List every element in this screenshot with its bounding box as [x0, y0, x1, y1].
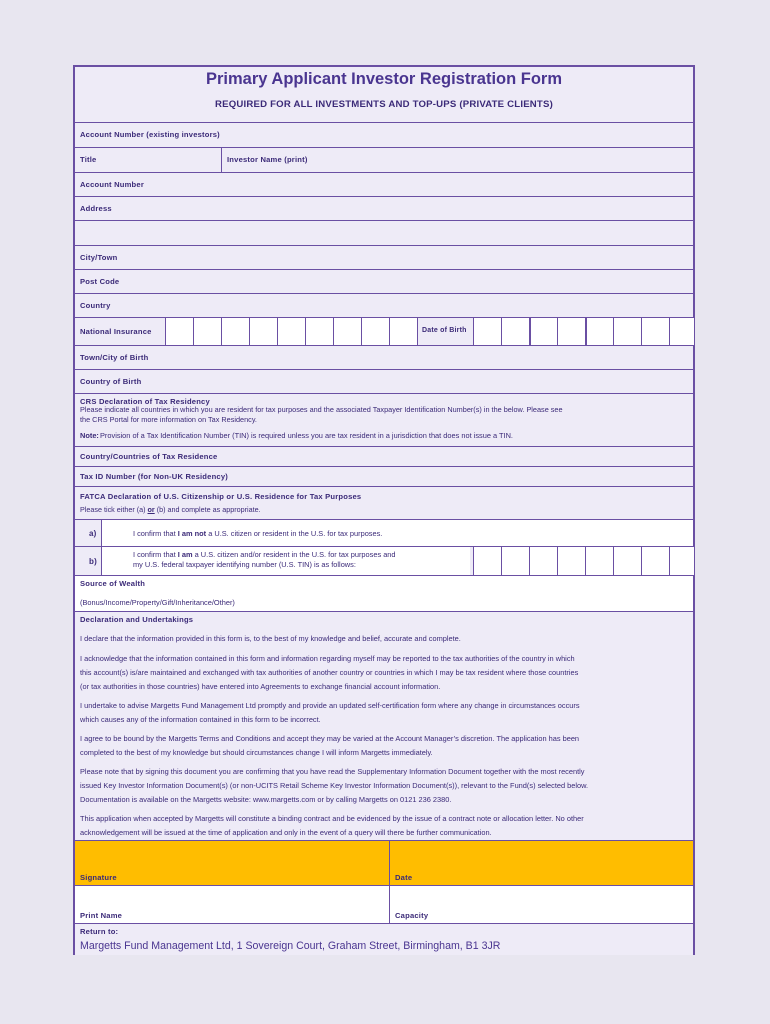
source-of-wealth-hint: (Bonus/Income/Property/Gift/Inheritance/Other) — [80, 598, 235, 607]
address-label: Address — [80, 204, 112, 213]
fatca-b-line2: my U.S. federal taxpayer identifying number (U.S. TIN) is as follows: — [133, 560, 356, 569]
dob-box[interactable] — [669, 318, 694, 345]
title-label: Title — [80, 155, 97, 164]
national-insurance-label: National Insurance — [80, 327, 152, 336]
city-town-label: City/Town — [80, 253, 118, 262]
source-of-wealth-label: Source of Wealth — [80, 579, 146, 588]
fatca-heading: FATCA Declaration of U.S. Citizenship or U.S. Residence for Tax Purposes — [80, 492, 362, 501]
fatca-b-text-cell — [128, 547, 470, 575]
declaration-p3-line1: I undertake to advise Margetts Fund Management Ltd promptly and provide an updated self-certification form where any change in circumstances occurs — [80, 701, 580, 710]
crs-note-text: Provision of a Tax Identification Number (TIN) is required unless you are tax resident in a jurisdiction that does not issue a TIN. — [100, 431, 513, 440]
form-header — [75, 67, 693, 123]
tax-id-field[interactable] — [75, 467, 693, 487]
country-label: Country — [80, 301, 111, 310]
fatca-a-text — [133, 527, 382, 541]
crs-text-line1: Please indicate all countries in which you are resident for tax purposes and the associated Taxpayer Identification Number(s) in the below. Please see — [80, 405, 563, 414]
return-to-section — [75, 924, 693, 955]
us-tin-box[interactable] — [585, 547, 614, 575]
tax-residence-field[interactable] — [75, 447, 693, 467]
ni-box[interactable] — [333, 318, 362, 345]
fatca-b-bold: I am — [177, 550, 193, 559]
crs-section — [75, 394, 693, 447]
declaration-section — [75, 612, 693, 841]
dob-box[interactable] — [641, 318, 670, 345]
print-name-capacity-row — [75, 886, 693, 924]
divider — [221, 148, 222, 172]
us-tin-box[interactable] — [641, 547, 670, 575]
declaration-p6-line1: This application when accepted by Margetts will constitute a binding contract and be evidenced by the issue of a contract note or allocation letter. No other — [80, 814, 584, 823]
post-code-label: Post Code — [80, 277, 120, 286]
tax-residence-label: Country/Countries of Tax Residence — [80, 452, 218, 461]
address-field[interactable] — [75, 197, 693, 221]
dob-box[interactable] — [613, 318, 642, 345]
declaration-p5-line3: Documentation is available on the Margetts website: www.margetts.com or by calling Margetts on 0121 236 2380. — [80, 795, 452, 804]
print-name-field[interactable] — [75, 886, 389, 923]
ni-box[interactable] — [193, 318, 222, 345]
crs-heading: CRS Declaration of Tax Residency — [80, 397, 210, 406]
fatca-a-text-cell — [128, 520, 693, 546]
dob-box[interactable] — [529, 318, 559, 345]
us-tin-box[interactable] — [557, 547, 586, 575]
fatca-b-post: a U.S. citizen and/or resident in the U.S. for tax purposes and — [194, 550, 396, 559]
declaration-p2-line1: I acknowledge that the information contained in this form and information regarding myself may be reported to the tax authorities of the country in which — [80, 654, 575, 663]
declaration-p5-line1: Please note that by signing this document you are confirming that you have read the Supplementary Information Document together with the most recently — [80, 767, 585, 776]
country-of-birth-label: Country of Birth — [80, 377, 142, 386]
fatca-a-pre: I confirm that — [133, 529, 176, 538]
fatca-a-bold: I am not — [177, 529, 207, 538]
print-name-label: Print Name — [80, 911, 123, 920]
account-number-field[interactable] — [75, 173, 693, 197]
fatca-b-checkbox[interactable] — [101, 547, 129, 575]
fatca-option-b — [75, 547, 693, 576]
form-subtitle: REQUIRED FOR ALL INVESTMENTS AND TOP-UPS (PRIVATE CLIENTS) — [215, 99, 553, 110]
fatca-instruction-or: or — [147, 505, 155, 514]
ni-box[interactable] — [249, 318, 278, 345]
town-city-of-birth-label: Town/City of Birth — [80, 353, 149, 362]
city-town-field[interactable] — [75, 246, 693, 270]
return-address: Margetts Fund Management Ltd, 1 Sovereign Court, Graham Street, Birmingham, B1 3JR — [80, 940, 501, 952]
fatca-b-pre: I confirm that — [133, 550, 176, 559]
ni-box[interactable] — [305, 318, 334, 345]
declaration-p4-line1: I agree to be bound by the Margetts Terms and Conditions and accept they may be varied at the Account Manager’s discretion. The application has been — [80, 734, 580, 743]
crs-note-label: Note: — [80, 431, 99, 440]
fatca-instruction-pre: Please tick either (a) — [80, 505, 146, 514]
investor-name-label: Investor Name (print) — [227, 155, 308, 164]
crs-text-line2: the CRS Portal for more information on Tax Residency. — [80, 415, 257, 424]
fatca-section — [75, 487, 693, 519]
address-line-2[interactable] — [75, 221, 693, 246]
declaration-p5-line2: issued Key Investor Information Document(s) (or non-UCITS Retail Scheme Key Investor Information Document(s)), relevant to the Fund(s) selected below. — [80, 781, 589, 790]
ni-box[interactable] — [221, 318, 250, 345]
declaration-p4-line2: completed to the best of my knowledge but should circumstances change I will inform Margetts immediately. — [80, 748, 433, 757]
title-name-row — [75, 148, 693, 173]
declaration-p1: I declare that the information provided in this form is, to the best of my knowledge and belief, accurate and complete. — [80, 634, 461, 643]
fatca-instruction-post: (b) and complete as appropriate. — [156, 505, 261, 514]
date-label: Date — [395, 873, 413, 882]
us-tin-box[interactable] — [613, 547, 642, 575]
account-number-existing-label: Account Number (existing investors) — [80, 130, 220, 139]
source-of-wealth-field[interactable] — [75, 576, 693, 612]
return-to-label: Return to: — [80, 927, 119, 936]
fatca-a-post: a U.S. citizen or resident in the U.S. for tax purposes. — [208, 529, 383, 538]
dob-label-cell — [417, 318, 474, 345]
ni-box[interactable] — [165, 318, 194, 345]
signature-date-row — [75, 841, 693, 886]
country-of-birth-field[interactable] — [75, 370, 693, 394]
date-field[interactable] — [390, 841, 693, 885]
us-tin-box[interactable] — [669, 547, 694, 575]
dob-box[interactable] — [473, 318, 502, 345]
dob-box[interactable] — [585, 318, 615, 345]
fatca-a-checkbox[interactable] — [101, 520, 129, 546]
dob-box[interactable] — [557, 318, 586, 345]
ni-box[interactable] — [277, 318, 306, 345]
ni-box[interactable] — [361, 318, 390, 345]
signature-label: Signature — [80, 873, 117, 882]
capacity-label: Capacity — [395, 911, 429, 920]
signature-field[interactable] — [75, 841, 389, 885]
fatca-instruction — [80, 503, 261, 517]
fatca-b-label: b) — [89, 557, 97, 566]
declaration-p2-line2: this account(s) is/are maintained and exchanged with tax authorities of another country or countries in which I may be tax resident where those countries — [80, 668, 579, 677]
country-field[interactable] — [75, 294, 693, 318]
post-code-field[interactable] — [75, 270, 693, 294]
fatca-option-a — [75, 519, 693, 547]
fatca-a-label: a) — [89, 529, 97, 538]
us-tin-box[interactable] — [501, 547, 530, 575]
us-tin-box[interactable] — [529, 547, 558, 575]
account-number-existing-field[interactable] — [75, 123, 693, 148]
capacity-field[interactable] — [390, 886, 693, 923]
declaration-heading: Declaration and Undertakings — [80, 615, 194, 624]
us-tin-box[interactable] — [473, 547, 502, 575]
form-title: Primary Applicant Investor Registration Form — [205, 70, 563, 88]
ni-box[interactable] — [389, 318, 418, 345]
date-of-birth-label: Date of Birth — [422, 327, 467, 334]
account-number-label: Account Number — [80, 180, 144, 189]
declaration-p3-line2: which causes any of the information contained in this form to be incorrect. — [80, 715, 321, 724]
tax-id-label: Tax ID Number (for Non-UK Residency) — [80, 472, 228, 481]
dob-box[interactable] — [501, 318, 530, 345]
town-city-of-birth-field[interactable] — [75, 346, 693, 370]
registration-form — [73, 65, 695, 955]
declaration-p2-line3: (or tax authorities in those countries) have entered into Agreements to exchange financial account information. — [80, 682, 441, 691]
ni-dob-row — [75, 318, 693, 346]
declaration-p6-line2: acknowledgement will be issued at the time of application and only in the event of a query will there be further communication. — [80, 828, 492, 837]
